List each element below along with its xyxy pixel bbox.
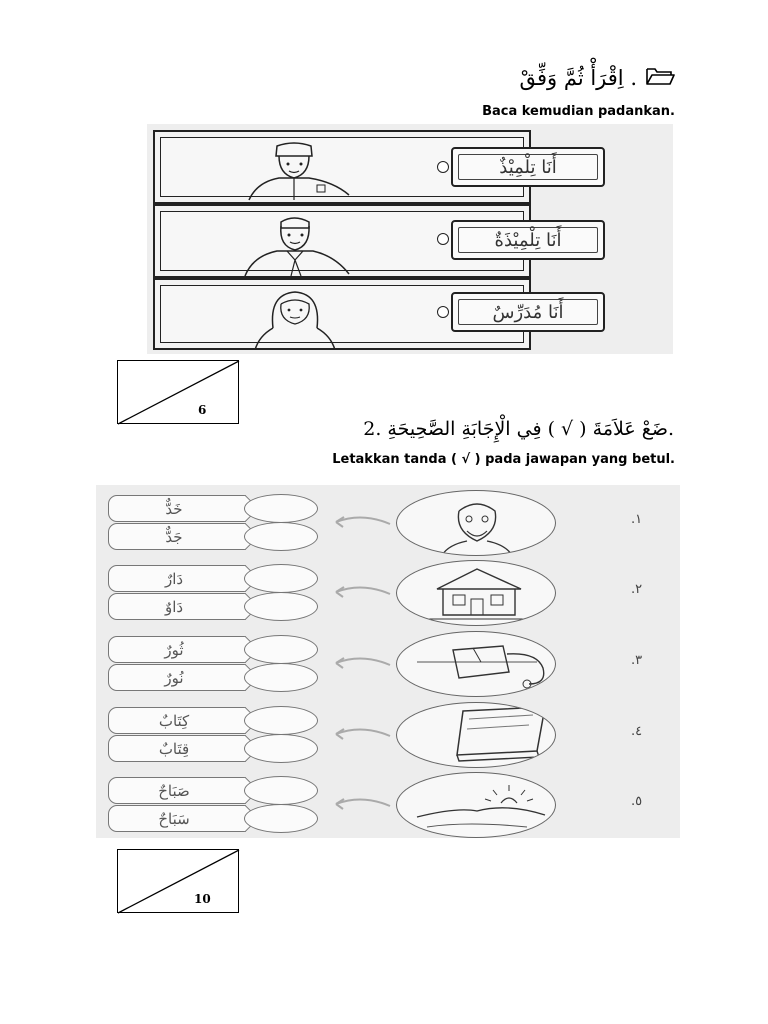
score-value: 6 [198, 403, 207, 417]
lamp-picture [396, 631, 556, 697]
score-diagonal [118, 361, 240, 425]
answer-tag [108, 565, 246, 592]
answer-tag [108, 495, 246, 522]
arrow-icon [328, 653, 394, 671]
score-box [117, 849, 239, 913]
item-number: .١ [631, 512, 643, 527]
item-number: .٤ [631, 724, 643, 739]
checkbox-oval[interactable] [244, 522, 318, 551]
answer-text: سَبَاحٌ [158, 809, 190, 828]
checkbox-oval[interactable] [244, 592, 318, 621]
section1-title-text: . اِقْرَأْ ثُمَّ وَفِّقْ [519, 66, 637, 90]
answer-text: صَبَاحٌ [158, 781, 190, 800]
question-item [96, 490, 680, 558]
item-number: .٢ [631, 582, 643, 597]
answer-tag [108, 636, 246, 663]
checkbox-oval[interactable] [244, 635, 318, 664]
girl-with-headscarf-picture [209, 288, 369, 350]
answer-text: خَدٌّ [165, 499, 183, 518]
word-card [451, 292, 605, 332]
arrow-icon [328, 794, 394, 812]
folder-icon [645, 65, 675, 91]
question-item [96, 702, 680, 770]
man-with-cap-picture [209, 140, 369, 202]
word-card [451, 147, 605, 187]
item-number: .٥ [631, 794, 643, 809]
match-dot[interactable] [437, 161, 449, 173]
answer-tag [108, 523, 246, 550]
checkbox-oval[interactable] [244, 804, 318, 833]
answer-text: نُورٌ [164, 668, 184, 687]
arrow-icon [328, 582, 394, 600]
section1-title [470, 62, 675, 94]
score-box [117, 360, 239, 424]
question-item [96, 631, 680, 699]
answer-tag [108, 735, 246, 762]
answer-text: كِتَابٌ [158, 711, 190, 730]
sunrise-picture [396, 772, 556, 838]
answer-tag [108, 593, 246, 620]
item-number: .٣ [631, 653, 643, 668]
answer-text: دَارٌ [164, 569, 184, 588]
arrow-icon [328, 724, 394, 742]
match-dot[interactable] [437, 233, 449, 245]
answer-tag [108, 707, 246, 734]
answer-text: جَدٌّ [165, 527, 183, 546]
answer-tag [108, 805, 246, 832]
answer-tag [108, 664, 246, 691]
house-picture [396, 560, 556, 626]
checkbox-oval[interactable] [244, 494, 318, 523]
grandfather-picture [396, 490, 556, 556]
book-picture [396, 702, 556, 768]
word-card-text: أَنَا تِلْمِيْذٌ [458, 154, 598, 180]
answer-tag [108, 777, 246, 804]
answer-text: قِتَابٌ [158, 739, 190, 758]
checkbox-oval[interactable] [244, 564, 318, 593]
checkbox-oval[interactable] [244, 776, 318, 805]
answer-text: دَاوٌ [164, 597, 184, 616]
exercise2-image [96, 485, 680, 838]
section2-title: 2. ضَعْ عَلاَمَةَ ( √ ) فِي الْإِجَابَةِ الصَّحِيحَةِ. [363, 418, 674, 440]
section1-subtitle: Baca kemudian padankan. [482, 104, 675, 119]
section2-subtitle: Letakkan tanda ( √ ) pada jawapan yang betul. [332, 452, 675, 467]
score-diagonal [118, 850, 240, 914]
word-card [451, 220, 605, 260]
checkbox-oval[interactable] [244, 706, 318, 735]
word-card-text: أَنَا تِلْمِيْذَةٌ [458, 227, 598, 253]
exercise1-matching-image [147, 124, 673, 354]
checkbox-oval[interactable] [244, 663, 318, 692]
score-value: 10 [194, 892, 211, 906]
arrow-icon [328, 512, 394, 530]
answer-text: ثُورٌ [164, 640, 184, 659]
word-card-text: أَنَا مُدَرِّسٌ [458, 299, 598, 325]
checkbox-oval[interactable] [244, 734, 318, 763]
question-item [96, 560, 680, 628]
question-item [96, 772, 680, 840]
match-dot[interactable] [437, 306, 449, 318]
boy-student-picture [209, 214, 369, 276]
